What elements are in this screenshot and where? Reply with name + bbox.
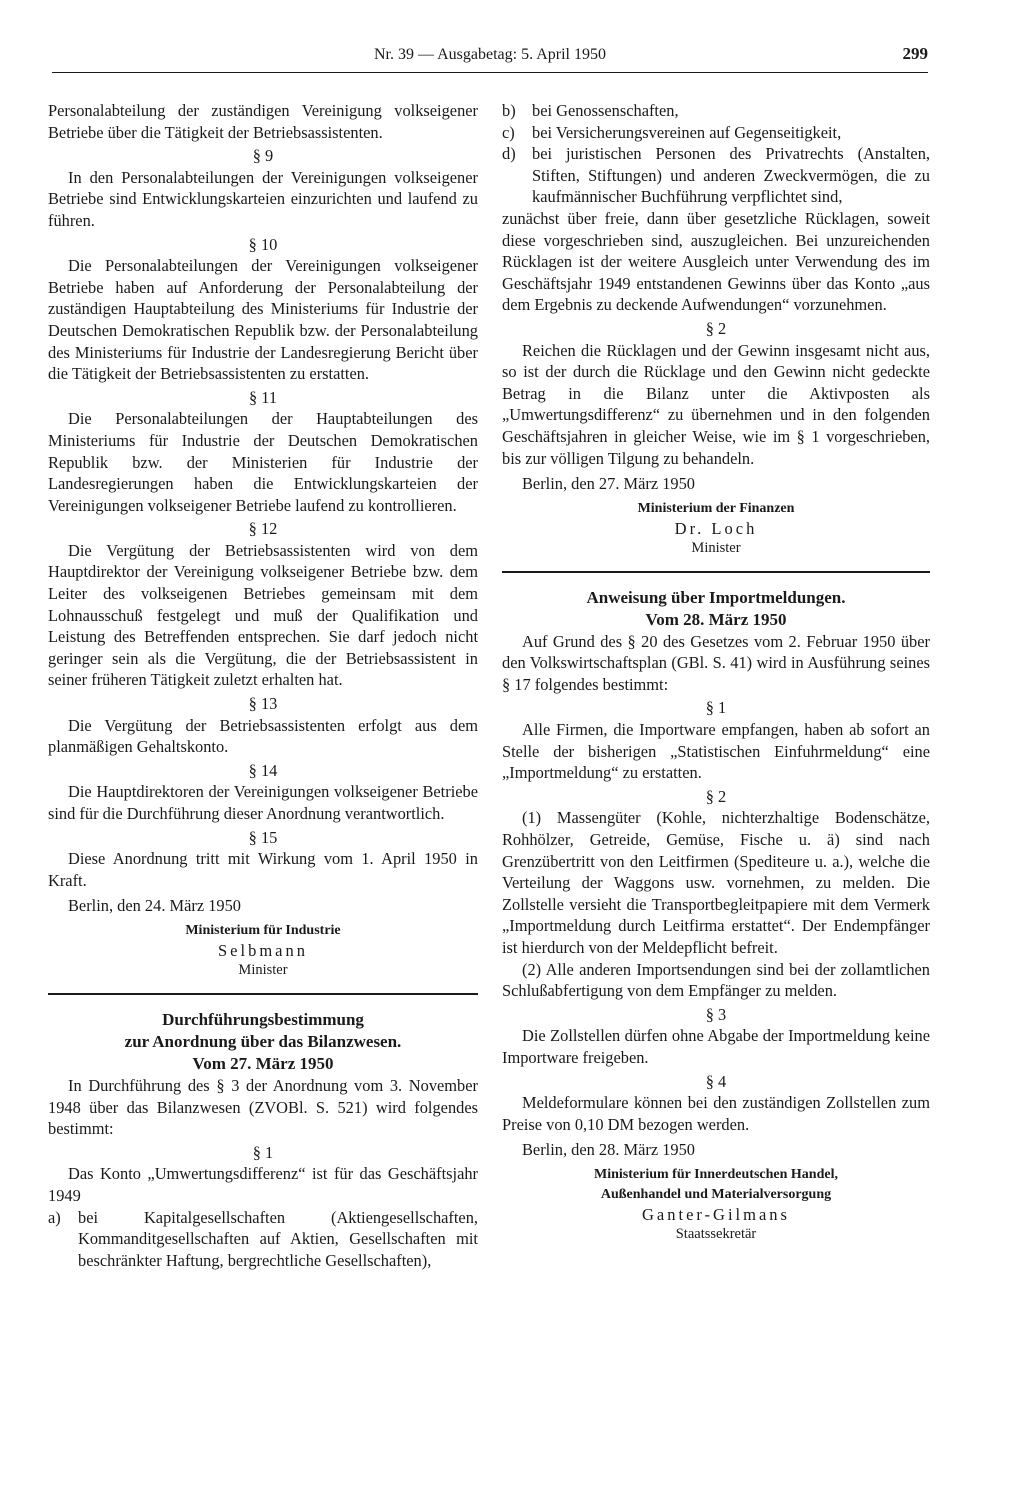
right-column: [502, 100, 930, 1243]
list-item: [502, 100, 930, 122]
section-heading: § 12: [248, 519, 278, 539]
continued-paragraph: Personalabteilung der zuständigen Vereinigung volkseigener Betriebe über die Tätigkeit der Betriebsassistenten.: [48, 101, 478, 142]
section-text: Die Vergütung der Betriebsassistenten erfolgt aus dem planmäßigen Gehaltskonto.: [48, 715, 478, 757]
ministry-name: Außenhandel und Materialversorgung: [600, 1186, 832, 1202]
section-text: Alle Firmen, die Importware empfangen, haben ab sofort an Stelle der bisherigen „Statistischen Einfuhrmeldung“ eine „Importmeldung“ zu erstatten.: [502, 720, 930, 783]
ministry-name: Ministerium für Innerdeutschen Handel,: [594, 1166, 838, 1182]
section-text: Die Vergütung der Betriebsassistenten wird von dem Hauptdirektor der Vereinigung volkseigener Betriebe bzw. dem Leiter des volkseigenen Betriebes gemeinsam mit dem Lohnausschuß festgelegt und muß der Qualifikation und Leistung des Betreffenden entsprechen. Sie darf jedoch nicht geringer sein als die Vergütung, die der Betriebsassistent in seiner früheren Tätigkeit zuletzt erhalten hat.: [48, 540, 478, 690]
section-text: Diese Anordnung tritt mit Wirkung vom 1. April 1950 in Kraft.: [48, 849, 478, 890]
list-text: bei juristischen Personen des Privatrechts (Anstalten, Stiften, Stiftungen) und anderen Zweckvermögen, die zu kaufmännischer Buchführung verpflichtet sind,: [532, 144, 930, 207]
section-text: Reichen die Rücklagen und der Gewinn insgesamt nicht aus, so ist der durch die Rücklage und den Gewinn nicht gedeckte Betrag in die Bilanz unter die Aktivposten als „Umwertungsdifferenz“ zu übernehmen und in den folgenden Geschäftsjahren in gleicher Weise, wie im § 1 vorgeschrieben, bis zur völligen Tilgung zu behandeln.: [502, 340, 930, 468]
section-heading: § 14: [248, 760, 278, 780]
date-line: Berlin, den 27. März 1950: [522, 474, 695, 494]
list-text: bei Kapitalgesellschaften (Aktiengesellschaften, Kommanditgesellschaften auf Aktien, Gesellschaften mit beschränkter Haftung, bergrechtliche Gesellschaften),: [78, 1207, 478, 1270]
list-label: d): [502, 144, 516, 164]
section-divider: [502, 571, 930, 573]
item-list: [502, 100, 930, 208]
date-line: Berlin, den 28. März 1950: [522, 1140, 695, 1160]
section-heading: § 10: [248, 234, 278, 254]
list-label: b): [502, 101, 516, 120]
document-title: Anweisung über Importmeldungen.: [586, 587, 846, 607]
document-date: Vom 27. März 1950: [192, 1053, 334, 1073]
signer-name: Ganter-Gilmans: [642, 1204, 790, 1224]
section-heading: § 1: [705, 698, 727, 718]
list-item: [48, 1207, 478, 1272]
section-heading: § 4: [705, 1071, 727, 1091]
ministry-name: Ministerium für Industrie: [185, 922, 341, 938]
page-number: 299: [902, 44, 928, 63]
list-text: bei Versicherungsvereinen auf Gegenseitigkeit,: [532, 122, 842, 142]
list-item: [502, 122, 930, 144]
section-text: (2) Alle anderen Importsendungen sind bei der zollamtlichen Schlußabfertigung von dem Empfänger zu melden.: [502, 959, 930, 1001]
section-text: In den Personalabteilungen der Vereinigungen volkseigener Betriebe sind Entwicklungskarteien einzurichten und laufend zu führen.: [48, 167, 478, 230]
signer-role: Staatssekretär: [675, 1225, 757, 1242]
item-list: [48, 1207, 478, 1272]
section-text: Die Hauptdirektoren der Vereinigungen volkseigener Betriebe sind für die Durchführung dieser Anordnung verantwortlich.: [48, 782, 478, 823]
continued-paragraph: zunächst über freie, dann über gesetzliche Rücklagen, soweit diese vorgeschrieben sind, auszugleichen. Bei unzureichenden Rücklagen ist der weitere Ausgleich unter Verwendung des im Geschäftsjahr 1949 entstandenen Gewinns über das Konto „aus dem Ergebnis zu deckende Aufwendungen“ vorzunehmen.: [502, 208, 930, 315]
left-column: [48, 100, 478, 1271]
section-text: Die Personalabteilungen der Vereinigungen volkseigener Betriebe haben auf Anforderung der Personalabteilung der zuständigen Hauptabteilung des Ministeriums für Industrie der Deutschen Demokratischen Republik bzw. der Personalabteilung des Ministeriums für Industrie der Landesregierung Bericht über die Tätigkeit der Betriebsassistenten zu erstatten.: [48, 256, 478, 384]
issue-line: Nr. 39 — Ausgabetag: 5. April 1950: [374, 46, 606, 63]
header-rule: [52, 72, 928, 73]
section-heading: § 9: [252, 146, 274, 166]
section-text: (1) Massengüter (Kohle, nichterzhaltige Bodenschätze, Rohhölzer, Getreide, Gemüse, Fische u. ä) sind nach Grenzübertritt von den Leitfirmen (Spediteure u. a.), welche die Verteilung der Waggons usw. vornehmen, zu melden. Die Zollstelle versieht die Transportbegleitpapiere mit dem Vermerk „Importmeldung durch Leitfirma erstattet“. Der Endempfänger ist hierdurch von der Meldepflicht befreit.: [502, 808, 930, 957]
ministry-name: Ministerium der Finanzen: [637, 500, 795, 516]
list-item: [502, 143, 930, 208]
section-text: Meldeformulare können bei den zuständigen Zollstellen zum Preise von 0,10 DM bezogen werden.: [502, 1093, 930, 1134]
list-label: a): [48, 1207, 61, 1227]
document-title: Durchführungsbestimmung: [162, 1009, 364, 1029]
section-text: Die Personalabteilungen der Hauptabteilungen des Ministeriums für Industrie der Deutschen Demokratischen Republik bzw. der Ministerien für Industrie der Landesregierungen haben die Entwicklungskarteien der Vereinigungen volkseigener Betriebe laufend zu kontrollieren.: [48, 409, 478, 515]
signer-role: Minister: [691, 539, 741, 556]
signer-name: Dr. Loch: [674, 518, 758, 538]
section-text: Die Zollstellen dürfen ohne Abgabe der Importmeldung keine Importware freigeben.: [502, 1026, 930, 1067]
section-heading: § 2: [705, 786, 727, 806]
list-label: c): [502, 122, 515, 142]
signer-name: Selbmann: [218, 940, 308, 960]
page-header: [52, 44, 928, 70]
section-heading: § 13: [248, 694, 278, 714]
section-text: Das Konto „Umwertungsdifferenz“ ist für das Geschäftsjahr 1949: [48, 1164, 478, 1205]
section-heading: § 2: [705, 318, 727, 338]
section-heading: § 3: [705, 1004, 727, 1024]
date-line: Berlin, den 24. März 1950: [68, 896, 241, 916]
list-text: bei Genossenschaften,: [532, 101, 679, 120]
section-heading: § 15: [248, 827, 278, 847]
intro-text: In Durchführung des § 3 der Anordnung vom 3. November 1948 über das Bilanzwesen (ZVOBl. S. 521) wird folgendes bestimmt:: [48, 1075, 478, 1139]
intro-text: Auf Grund des § 20 des Gesetzes vom 2. Februar 1950 über den Volkswirtschaftsplan (GBl. S. 41) wird in Ausführung seines § 17 folgendes bestimmt:: [502, 631, 930, 694]
section-heading: § 11: [248, 387, 278, 407]
section-heading: § 1: [252, 1142, 274, 1162]
document-date: Vom 28. März 1950: [645, 609, 787, 629]
signer-role: Minister: [238, 961, 288, 978]
section-divider: [48, 993, 478, 995]
document-title: zur Anordnung über das Bilanzwesen.: [124, 1031, 402, 1051]
